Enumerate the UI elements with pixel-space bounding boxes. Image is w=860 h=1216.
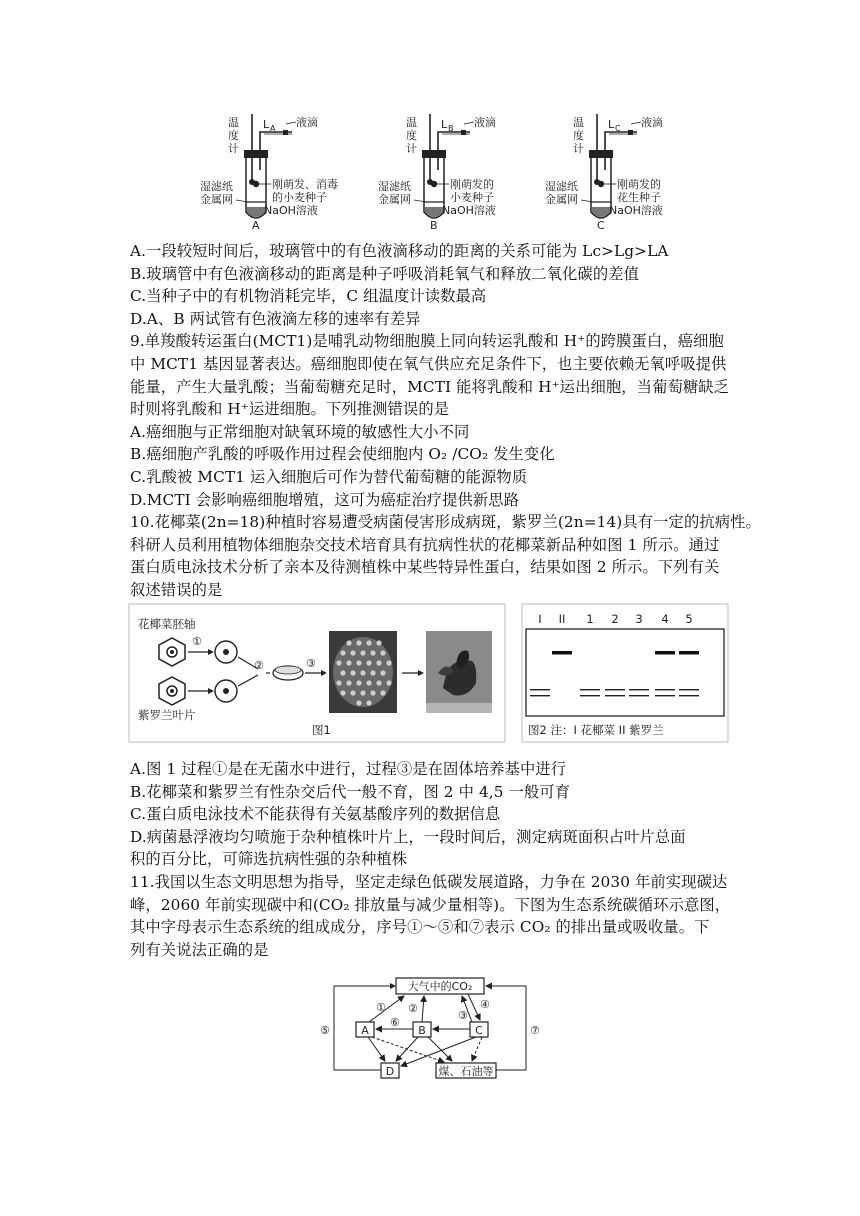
tb2-line: C.蛋白质电泳技术不能获得有关氨基酸序列的数据信息 (130, 805, 501, 824)
tb2-line: 列有关说法正确的是 (130, 940, 269, 959)
tb1-line: 能量，产生大量乳酸；当葡萄糖充足时，MCTI 能将乳酸和 H⁺运出细胞，当葡萄糖缺乏 (130, 377, 730, 396)
tb2-line: 峰，2060 年前实现碳中和(CO₂ 排放量与减少量相等)。下图为生态系统碳循环示意图， (130, 895, 731, 914)
tb2-line: D.病菌悬浮液均匀喷施于杂种植株叶片上，一段时间后，测定病斑面积占叶片总面 (130, 827, 686, 846)
seed-label-1: 刚萌发、消毒 (272, 178, 338, 191)
tb1-line: 10.花椰菜(2n=18)种植时容易遭受病菌侵害形成病斑，紫罗兰(2n=14)具有一定的抗病性。 (130, 513, 761, 532)
tb1-line: 时则将乳酸和 H⁺运进细胞。下列推测错误的是 (130, 400, 450, 419)
gel-lane-label: 1 (586, 612, 594, 626)
tb2-line: 积的百分比，可筛选抗病性强的杂种植株 (130, 850, 408, 869)
arrow-7-label: ⑦ (530, 1024, 540, 1037)
thermometer-label: 计 (406, 142, 417, 155)
fig1-bottom-label: 紫罗兰叶片 (138, 708, 196, 722)
plant-photo (426, 631, 492, 713)
node-b: B (418, 1024, 426, 1037)
naoh-label: NaOH溶液 (442, 204, 496, 217)
node-c: C (475, 1024, 483, 1037)
thermometer-label: 度 (406, 129, 417, 142)
gel-band (629, 695, 649, 696)
arrow-5-label: ⑤ (320, 1024, 330, 1037)
tube-sub: A (270, 124, 276, 133)
fig2-caption: 图2 注：I 花椰菜 II 紫罗兰 (528, 723, 664, 737)
tb2-line: 其中字母表示生态系统的组成成分，序号①～⑤和⑦表示 CO₂ 的排出量或吸收量。下 (130, 918, 710, 937)
fig1-caption: 图1 (312, 723, 331, 737)
thermometer-label: 计 (573, 142, 584, 155)
gel-band (580, 695, 600, 696)
tube-apparatus-c (545, 114, 663, 232)
tube-letter: A (252, 219, 260, 232)
fig1-top-label: 花椰菜胚轴 (138, 617, 196, 631)
tb1-line: C.当种子中的有机物消耗完毕，C 组温度计读数最高 (130, 287, 487, 306)
tube-label: L (608, 118, 615, 131)
tb1-line: C.乳酸被 MCT1 运入细胞后可作为替代葡萄糖的能源物质 (130, 468, 528, 486)
filter-paper-label: 湿滤纸 (378, 180, 411, 193)
figure-test-tubes (180, 110, 680, 232)
tb1-line: D.MCTI 会影响癌细胞增殖，这可为癌症治疗提供新思路 (130, 490, 520, 509)
gel-band (655, 689, 675, 690)
tb1-line: D.A、B 两试管有色液滴左移的速率有差异 (130, 309, 421, 328)
gel-band (605, 695, 625, 696)
tube-label: L (441, 118, 448, 131)
metal-net-label: 金属网 (545, 193, 578, 206)
seed-label-1: 刚萌发的 (450, 178, 494, 191)
tube-apparatus-a (200, 114, 338, 232)
arrow-2-label: ② (408, 1002, 418, 1015)
tube-apparatus-b (378, 114, 496, 232)
stock-cell (159, 677, 185, 705)
tb1-line: 科研人员利用植物体细胞杂交技术培育具有抗病性状的花椰菜新品种如图 1 所示。通过 (130, 535, 720, 554)
seed-label-2: 花生种子 (617, 191, 661, 204)
arrow-6-label: ⑥ (390, 1016, 400, 1029)
gel-band (679, 695, 699, 696)
arrow-4-label: ④ (480, 998, 490, 1011)
tb1-line: 中 MCT1 基因显著表达。癌细胞即使在氧气供应充足条件下，也主要依赖无氧呼吸提供 (130, 355, 727, 373)
seed-label-1: 刚萌发的 (617, 178, 661, 191)
tb2-line: A.图 1 过程①是在无菌水中进行，过程③是在固体培养基中进行 (130, 760, 567, 778)
metal-net-label: 金属网 (200, 193, 233, 206)
thermometer-label: 度 (228, 129, 239, 142)
tb1-line: 蛋白质电泳技术分析了亲本及待测植株中某些特异性蛋白，结果如图 2 所示。下列有关 (130, 558, 720, 577)
metal-net-label: 金属网 (378, 193, 411, 206)
gel-lane-label: 2 (611, 612, 619, 626)
node-a: A (361, 1024, 369, 1037)
naoh-label: NaOH溶液 (264, 204, 318, 217)
thermometer-label: 温 (573, 116, 584, 129)
naoh-label: NaOH溶液 (609, 204, 663, 217)
filter-paper-label: 湿滤纸 (200, 180, 233, 193)
tb1-line: 9.单羧酸转运蛋白(MCT1)是哺乳动物细胞膜上同向转运乳酸和 H⁺的跨膜蛋白，癌细胞 (130, 332, 724, 351)
droplet-label: 液滴 (474, 116, 496, 129)
fossil-label: 煤、石油等 (438, 1065, 494, 1078)
callus-dish (273, 666, 303, 680)
gel-lane-label: II (558, 612, 566, 626)
tb1-line: 叙述错误的是 (130, 581, 223, 599)
gel-band (629, 689, 649, 690)
tb1-line: B.玻璃管中有色液滴移动的距离是种子呼吸消耗氧气和释放二氧化碳的差值 (130, 264, 640, 283)
tb2-line: 11.我国以生态文明思想为指导，坚定走绿色低碳发展道路，力争在 2030 年前实现碳达 (130, 873, 728, 891)
gel-band (605, 689, 625, 690)
gel-band (552, 651, 572, 655)
gel-lane-label: 5 (685, 612, 693, 626)
thermometer-label: 温 (228, 116, 239, 129)
gel-lane-label: 3 (635, 612, 643, 626)
step-2-label: ② (254, 659, 264, 672)
gel-band (655, 695, 675, 696)
figure-carbon-cycle (312, 972, 548, 1084)
tb1-line: A.癌细胞与正常细胞对缺氧环境的敏感性大小不同 (130, 422, 470, 441)
tb1-line: B.癌细胞产乳酸的呼吸作用过程会使细胞内 O₂ /CO₂ 发生变化 (130, 445, 555, 464)
thermometer-label: 度 (573, 129, 584, 142)
tb1-line: A.一段较短时间后，玻璃管中的有色液滴移动的距离的关系可能为 Lc>Lg>LA (130, 242, 669, 260)
droplet-label: 液滴 (296, 116, 318, 129)
gel-frame (526, 629, 724, 716)
callus-photo (329, 631, 397, 713)
cauliflower-cell (159, 638, 185, 666)
tube-sub: C (615, 124, 621, 133)
protoplast-2 (215, 680, 237, 702)
atmosphere-label: 大气中的CO₂ (407, 980, 473, 993)
tube-label: L (263, 118, 270, 131)
node-d: D (385, 1065, 395, 1078)
arrow-3-label: ③ (458, 1009, 468, 1022)
step-3-label: ③ (306, 657, 316, 670)
gel-band (580, 689, 600, 690)
gel-band (530, 689, 550, 690)
step-1-label: ① (192, 635, 202, 648)
droplet-label: 液滴 (641, 116, 663, 129)
seed-label-2: 的小麦种子 (272, 191, 327, 204)
gel-lane-label: 4 (661, 612, 669, 626)
tube-sub: B (448, 124, 454, 133)
gel-lane-label: I (538, 612, 542, 626)
gel-band (679, 689, 699, 690)
thermometer-label: 温 (406, 116, 417, 129)
protoplast-1 (215, 641, 237, 663)
tube-letter: B (430, 219, 438, 232)
gel-band (530, 695, 550, 696)
gel-band (655, 651, 675, 655)
figure-hybrid-and-electrophoresis (128, 603, 730, 748)
arrow-1-label: ① (376, 1001, 386, 1014)
filter-paper-label: 湿滤纸 (545, 180, 578, 193)
gel-band (679, 651, 699, 655)
tb2-line: B.花椰菜和紫罗兰有性杂交后代一般不育，图 2 中 4,5 一般可育 (130, 782, 571, 801)
seed-label-2: 小麦种子 (450, 191, 494, 204)
thermometer-label: 计 (228, 142, 239, 155)
tube-letter: C (597, 219, 605, 232)
